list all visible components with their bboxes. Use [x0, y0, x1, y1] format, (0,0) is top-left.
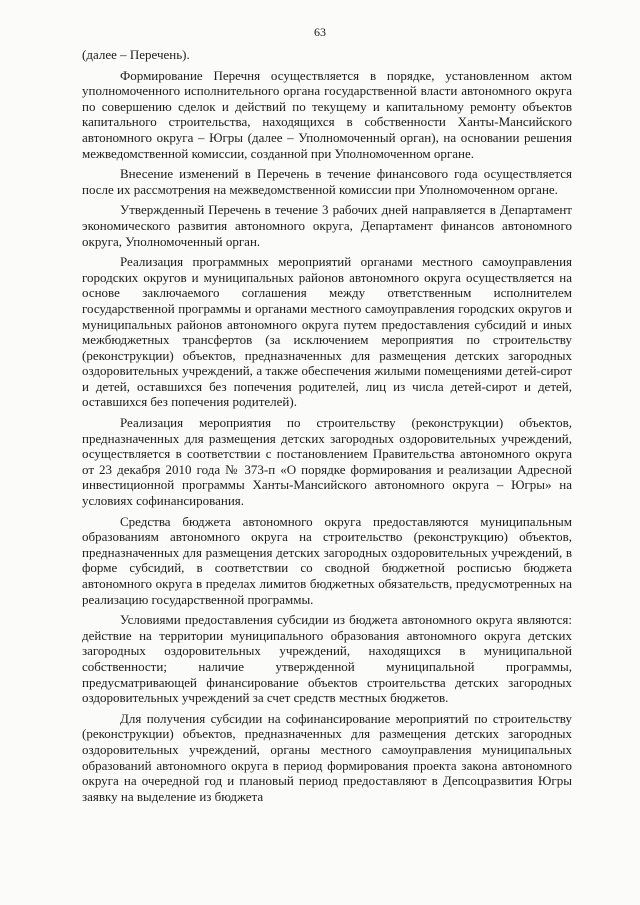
paragraph: Реализация программных мероприятий органами местного самоуправления городских округов и муниципальных районов автономного округа осуществляется на основе заключаемого соглашения между ответственным исполнителем государственной программы и органами местного самоуправления городских округов и муниципальных районов автономного округа путем предоставления субсидий и иных межбюджетных трансфертов (за исключением мероприятия по строительству (реконструкции) объектов, предназначенных для размещения детских загородных оздоровительных учреждений, а также обеспечения жилыми помещениями детей-сирот и детей, оставшихся без попечения родителей, лиц из числа детей-сирот и детей, оставшихся без попечения родителей).	[82, 254, 572, 410]
paragraph: Условиями предоставления субсидии из бюджета автономного округа являются: действие на территории муниципального образования автономного округа детских загородных оздоровительных учреждений, находящихся в муниципальной собственности; наличие утвержденной муниципальной программы, предусматривающей финансирование объектов строительства детских загородных оздоровительных учреждений за счет средств местных бюджетов.	[82, 612, 572, 706]
page-number: 63	[314, 25, 326, 39]
paragraph: Утвержденный Перечень в течение 3 рабочих дней направляется в Департамент экономического развития автономного округа, Департамент финансов автономного округа, Уполномоченный орган.	[82, 202, 572, 249]
paragraph: Формирование Перечня осуществляется в порядке, установленном актом уполномоченного исполнительного органа государственной власти автономного округа по совершению сделок и действий по текущему и капитальному ремонту объектов капитального строительства, находящихся в собственности Ханты-Мансийского автономного округа – Югры (далее – Уполномоченный орган), на основании решения межведомственной комиссии, созданной при Уполномоченном органе.	[82, 67, 572, 161]
document-body	[82, 47, 572, 804]
paragraph: Внесение изменений в Перечень в течение финансового года осуществляется после их рассмотрения на межведомственной комиссии при Уполномоченном органе.	[82, 166, 572, 197]
paragraph-continuation: (далее – Перечень).	[82, 47, 190, 62]
paragraph: Реализация мероприятия по строительству (реконструкции) объектов, предназначенных для размещения детских загородных оздоровительных учреждений, осуществляется в соответствии с постановлением Правительства автономного округа от 23 декабря 2010 года № 373-п «О порядке формирования и реализации Адресной инвестиционной программы Ханты-Мансийского автономного округа – Югры» на условиях софинансирования.	[82, 415, 572, 509]
paragraph: Для получения субсидии на софинансирование мероприятий по строительству (реконструкции) объектов, предназначенных для размещения детских загородных оздоровительных учреждений, органы местного самоуправления муниципальных образований автономного округа в период формирования проекта закона автономного округа на очередной год и плановый период предоставляют в Депсоцразвития Югры заявку на выделение из бюджета	[82, 710, 572, 804]
paragraph: Средства бюджета автономного округа предоставляются муниципальным образованиям автономного округа на строительство (реконструкцию) объектов, предназначенных для размещения детских загородных оздоровительных учреждений, в форме субсидий, в соответствии со сводной бюджетной росписью бюджета автономного округа в пределах лимитов бюджетных обязательств, предусмотренных на реализацию государственной программы.	[82, 513, 572, 607]
